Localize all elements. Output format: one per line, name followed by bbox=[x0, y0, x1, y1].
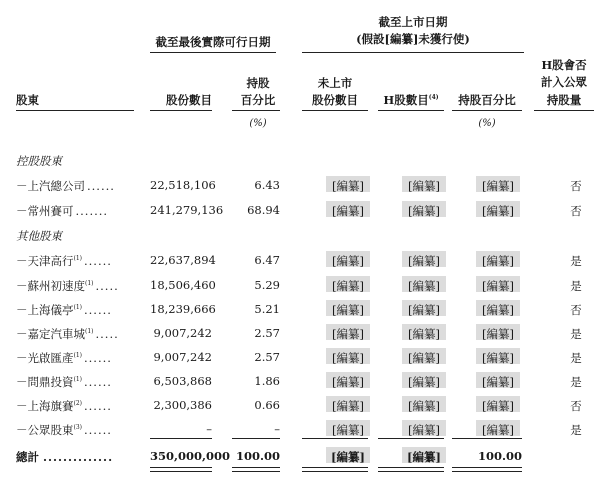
leader-dots: ..... bbox=[95, 327, 119, 341]
total-label-cell bbox=[16, 449, 113, 465]
cell-public: 是 bbox=[570, 351, 582, 365]
cell-unlisted: [編纂] bbox=[332, 254, 364, 268]
col-rule-h-shares bbox=[378, 110, 444, 111]
cell-unlisted: [編纂] bbox=[332, 303, 364, 317]
total-rule-pct bbox=[232, 438, 280, 439]
cell-public: 是 bbox=[570, 254, 582, 268]
cell-pct-listing: [編纂] bbox=[482, 399, 514, 413]
col-header-shareholder: 股東 bbox=[16, 93, 39, 107]
cell-pct-listing: [編纂] bbox=[482, 179, 514, 193]
col-header-pct-listing: 持股百分比 bbox=[458, 93, 516, 107]
leader-dots: ...... bbox=[84, 351, 112, 365]
total-shares: 350,000,000 bbox=[150, 449, 231, 463]
table-row-label bbox=[16, 178, 115, 194]
cell-pct: 6.43 bbox=[254, 178, 280, 192]
cell-public: 否 bbox=[570, 399, 582, 413]
col-header-h-shares-text: H股數目 bbox=[383, 93, 429, 107]
group-header-listing-rule bbox=[302, 52, 524, 53]
col-header-pct-line1: 持股 bbox=[246, 76, 270, 90]
table-row-label bbox=[16, 422, 112, 438]
cell-public: 否 bbox=[570, 179, 582, 193]
col-header-public-line3: 持股量 bbox=[546, 93, 582, 107]
cell-shares: 18,506,460 bbox=[150, 278, 216, 292]
total-rule-shares bbox=[150, 438, 212, 439]
cell-shares: 241,279,136 bbox=[150, 203, 224, 217]
cell-h-shares: [編纂] bbox=[408, 423, 440, 437]
cell-h-shares: [編纂] bbox=[408, 303, 440, 317]
cell-public: 是 bbox=[570, 327, 582, 341]
shareholder-name: －上海旗賽 bbox=[16, 399, 74, 413]
cell-pct-listing: [編纂] bbox=[482, 254, 514, 268]
group-header-listing-line2: (假設[編纂]未獲行使) bbox=[356, 32, 470, 46]
total-double-rule-unlisted bbox=[302, 467, 368, 472]
shareholder-name: －光啟匯產 bbox=[16, 351, 74, 365]
total-double-rule-pct-listing bbox=[452, 467, 522, 472]
cell-pct-listing: [編纂] bbox=[482, 327, 514, 341]
col-rule-shareholder bbox=[16, 110, 134, 111]
unit-pct-listing: (%) bbox=[478, 118, 496, 129]
cell-h-shares: [編纂] bbox=[408, 399, 440, 413]
total-double-rule-pct bbox=[232, 467, 280, 472]
cell-shares: 2,300,386 bbox=[153, 398, 212, 412]
cell-unlisted: [編纂] bbox=[332, 279, 364, 293]
footnote-ref: (1) bbox=[85, 328, 94, 336]
col-header-unlisted-line2: 股份數目 bbox=[312, 93, 358, 107]
footnote-ref: (4) bbox=[428, 94, 439, 102]
cell-h-shares: [編纂] bbox=[408, 254, 440, 268]
cell-pct: – bbox=[274, 422, 280, 436]
cell-pct-listing: [編纂] bbox=[482, 423, 514, 437]
footnote-ref: (1) bbox=[73, 376, 82, 384]
cell-pct: 0.66 bbox=[254, 398, 280, 412]
total-rule-pct-listing bbox=[452, 438, 522, 439]
cell-shares: 22,637,894 bbox=[150, 253, 216, 267]
cell-pct: 1.86 bbox=[254, 374, 280, 388]
table-row-label bbox=[16, 398, 112, 414]
col-rule-shares bbox=[150, 110, 212, 111]
cell-shares: 9,007,242 bbox=[153, 350, 212, 364]
total-h-shares: [編纂] bbox=[407, 450, 441, 464]
col-header-h-shares bbox=[378, 92, 444, 108]
group-header-listing-line1: 截至上市日期 bbox=[378, 15, 448, 29]
total-rule-unlisted bbox=[302, 438, 368, 439]
table-row-label bbox=[16, 374, 112, 390]
cell-shares: 9,007,242 bbox=[153, 326, 212, 340]
total-unlisted: [編纂] bbox=[331, 450, 365, 464]
footnote-ref: (1) bbox=[73, 304, 82, 312]
cell-pct: 5.29 bbox=[254, 278, 280, 292]
leader-dots: ..... bbox=[95, 279, 119, 293]
col-header-public-line2: 計入公眾 bbox=[541, 75, 587, 89]
group-header-latest: 截至最後實際可行日期 bbox=[155, 35, 271, 49]
total-dots: .............. bbox=[43, 450, 114, 464]
cell-unlisted: [編纂] bbox=[332, 375, 364, 389]
cell-pct: 5.21 bbox=[254, 302, 280, 316]
total-label: 總計 bbox=[16, 450, 39, 464]
table-row-label bbox=[16, 350, 112, 366]
section-others: 其他股東 bbox=[16, 229, 62, 243]
section-controlling: 控股股東 bbox=[16, 154, 62, 168]
cell-h-shares: [編纂] bbox=[408, 204, 440, 218]
footnote-ref: (2) bbox=[73, 400, 82, 408]
col-rule-pct bbox=[232, 110, 280, 111]
cell-pct: 2.57 bbox=[254, 350, 280, 364]
col-header-shares: 股份數目 bbox=[166, 93, 212, 107]
cell-shares: 18,239,666 bbox=[150, 302, 216, 316]
cell-h-shares: [編纂] bbox=[408, 327, 440, 341]
footnote-ref: (1) bbox=[73, 255, 82, 263]
cell-h-shares: [編纂] bbox=[408, 351, 440, 365]
leader-dots: ...... bbox=[87, 179, 115, 193]
cell-pct-listing: [編纂] bbox=[482, 351, 514, 365]
cell-h-shares: [編纂] bbox=[408, 375, 440, 389]
leader-dots: ...... bbox=[84, 375, 112, 389]
shareholder-name: －上汽總公司 bbox=[16, 179, 85, 193]
table-row-label bbox=[16, 278, 119, 294]
cell-public: 否 bbox=[570, 204, 582, 218]
footnote-ref: (1) bbox=[73, 352, 82, 360]
cell-pct-listing: [編纂] bbox=[482, 375, 514, 389]
shareholder-name: －嘉定汽車城 bbox=[16, 327, 85, 341]
col-header-public-line1: H股會否 bbox=[541, 58, 587, 72]
cell-pct-listing: [編纂] bbox=[482, 303, 514, 317]
cell-public: 否 bbox=[570, 303, 582, 317]
shareholder-name: －問鼎投資 bbox=[16, 375, 74, 389]
total-rule-h-shares bbox=[378, 438, 444, 439]
total-double-rule-shares bbox=[150, 467, 212, 472]
cell-public: 是 bbox=[570, 375, 582, 389]
leader-dots: ...... bbox=[84, 303, 112, 317]
total-pct: 100.00 bbox=[235, 449, 280, 463]
shareholder-name: －天津高行 bbox=[16, 254, 74, 268]
cell-pct: 68.94 bbox=[247, 203, 280, 217]
col-header-pct-line2: 百分比 bbox=[240, 93, 276, 107]
cell-pct-listing: [編纂] bbox=[482, 279, 514, 293]
total-double-rule-h-shares bbox=[378, 467, 444, 472]
footnote-ref: (1) bbox=[85, 280, 94, 288]
table-row-label bbox=[16, 253, 112, 269]
cell-shares: 6,503,868 bbox=[153, 374, 212, 388]
col-rule-pct-listing bbox=[452, 110, 522, 111]
cell-unlisted: [編纂] bbox=[332, 327, 364, 341]
col-header-unlisted-line1: 未上市 bbox=[317, 76, 353, 90]
shareholder-name: －蘇州初速度 bbox=[16, 279, 85, 293]
cell-unlisted: [編纂] bbox=[332, 399, 364, 413]
total-pct-listing: 100.00 bbox=[477, 449, 522, 463]
cell-shares: 22,518,106 bbox=[150, 178, 216, 192]
leader-dots: ...... bbox=[84, 254, 112, 268]
cell-public: 是 bbox=[570, 279, 582, 293]
cell-pct-listing: [編纂] bbox=[482, 204, 514, 218]
shareholder-name: －公眾股東 bbox=[16, 423, 74, 437]
col-rule-public bbox=[534, 110, 594, 111]
cell-unlisted: [編纂] bbox=[332, 351, 364, 365]
cell-unlisted: [編纂] bbox=[332, 179, 364, 193]
leader-dots: ....... bbox=[75, 204, 109, 218]
table-row-label bbox=[16, 203, 108, 219]
cell-shares: – bbox=[206, 422, 212, 436]
group-header-latest-rule bbox=[150, 52, 276, 53]
cell-h-shares: [編纂] bbox=[408, 279, 440, 293]
table-row-label bbox=[16, 302, 112, 318]
cell-h-shares: [編纂] bbox=[408, 179, 440, 193]
leader-dots: ...... bbox=[84, 399, 112, 413]
col-rule-unlisted bbox=[302, 110, 368, 111]
cell-pct: 6.47 bbox=[254, 253, 280, 267]
shareholder-name: －常州賽可 bbox=[16, 204, 74, 218]
cell-unlisted: [編纂] bbox=[332, 204, 364, 218]
leader-dots: ...... bbox=[84, 423, 112, 437]
footnote-ref: (3) bbox=[73, 424, 82, 432]
cell-pct: 2.57 bbox=[254, 326, 280, 340]
cell-public: 是 bbox=[570, 423, 582, 437]
unit-pct: (%) bbox=[249, 118, 267, 129]
cell-unlisted: [編纂] bbox=[332, 423, 364, 437]
shareholder-name: －上海儀亭 bbox=[16, 303, 74, 317]
table-row-label bbox=[16, 326, 119, 342]
